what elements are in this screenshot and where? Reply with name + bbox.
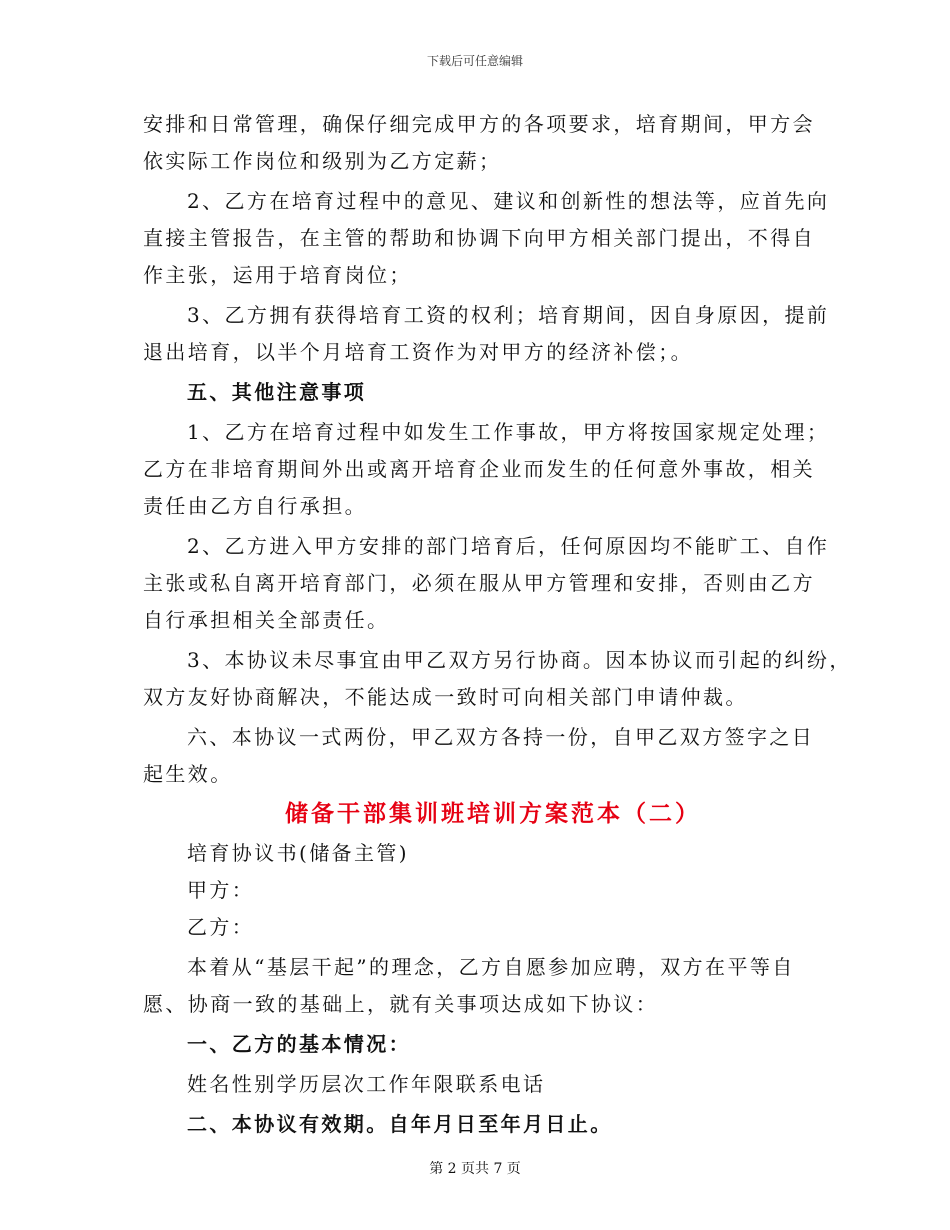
party-b-label: 乙方： — [187, 915, 255, 939]
document-name: 培育协议书(储备主管) — [187, 841, 410, 865]
text-line: 依实际工作岗位和级别为乙方定薪； — [143, 149, 502, 173]
text-line: 自行承担相关全部责任。 — [143, 608, 390, 632]
text-line: 责任由乙方自行承担。 — [143, 494, 367, 518]
section-heading-2: 二、本协议有效期。自年月日至年月日止。 — [187, 1112, 613, 1136]
text-line: 安排和日常管理，确保仔细完成甲方的各项要求，培育期间，甲方会 — [143, 112, 815, 136]
text-line: 退出培育，以半个月培育工资作为对甲方的经济补偿；。 — [143, 340, 693, 364]
party-a-label: 甲方： — [187, 878, 255, 902]
document-body — [143, 106, 852, 1143]
text-line: 主张或私自离开培育部门，必须在服从甲方管理和安排，否则由乙方 — [143, 571, 815, 595]
section-heading-5: 五、其他注意事项 — [187, 380, 367, 404]
text-line: 本着从“基层干起”的理念，乙方自愿参加应聘，双方在平等自 — [187, 955, 795, 979]
page-number: 第 2 页共 7 页 — [429, 1161, 521, 1177]
header-note: 下载后可任意编辑 — [426, 54, 523, 68]
text-line: 2、乙方在培育过程中的意见、建议和创新性的想法等，应首先向 — [187, 189, 830, 213]
text-line: 直接主管报告，在主管的帮助和协调下向甲方相关部门提出，不得自 — [143, 226, 815, 250]
text-line: 3、本协议未尽事宜由甲乙双方另行协商。因本协议而引起的纠纷， — [187, 648, 852, 672]
text-line: 愿、协商一致的基础上，就有关事项达成如下协议： — [143, 992, 659, 1016]
text-line: 作主张，运用于培育岗位； — [143, 263, 412, 287]
text-line: 六、本协议一式两份，甲乙双方各持一份，自甲乙双方签字之日 — [187, 725, 815, 749]
text-line: 乙方在非培育期间外出或离开培育企业而发生的任何意外事故，相关 — [143, 457, 815, 481]
text-line: 1、乙方在培育过程中如发生工作事故，甲方将按国家规定处理； — [187, 420, 830, 444]
section-heading-1: 一、乙方的基本情况： — [187, 1032, 411, 1056]
text-line: 双方友好协商解决，不能达成一致时可向相关部门申请仲裁。 — [143, 685, 748, 709]
text-line: 2、乙方进入甲方安排的部门培育后，任何原因均不能旷工、自作 — [187, 534, 830, 558]
info-fields: 姓名性别学历层次工作年限联系电话 — [187, 1072, 546, 1096]
section-title: 储备干部集训班培训方案范本（二） — [285, 800, 701, 827]
text-line: 起生效。 — [143, 762, 233, 786]
text-line: 3、乙方拥有获得培育工资的权利；培育期间，因自身原因，提前 — [187, 303, 830, 327]
